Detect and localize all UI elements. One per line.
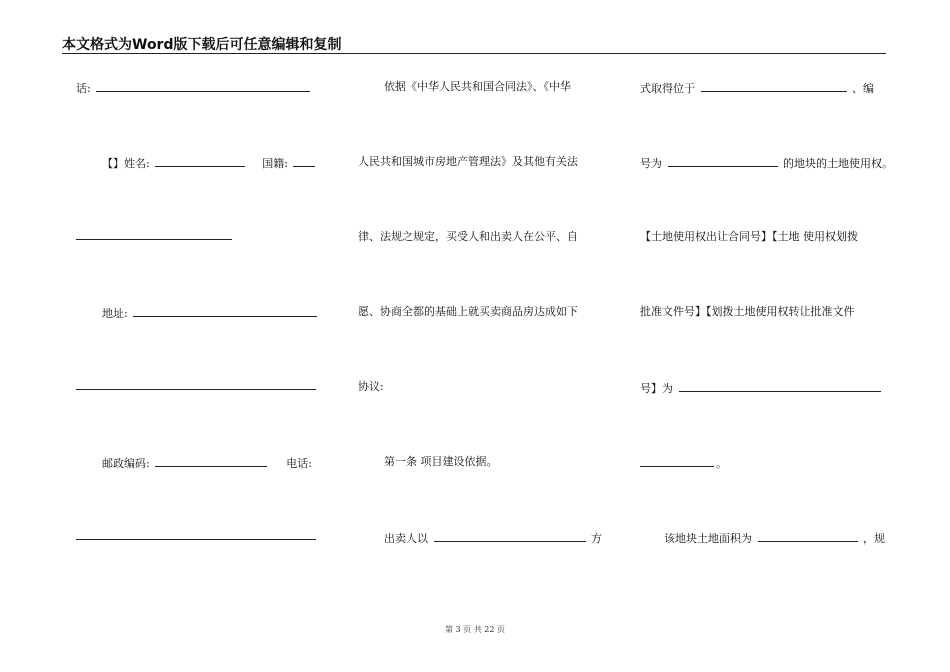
- col3-line1-start: 式取得位于: [640, 82, 695, 95]
- col3-line5-start: 号】为: [640, 382, 673, 395]
- col3-line2: [640, 155, 893, 171]
- postcode-label: 邮政编码:: [102, 457, 150, 470]
- nationality-label: 国籍:: [262, 157, 288, 170]
- col2-line7: [384, 530, 602, 546]
- seller-label: 出卖人以: [384, 532, 428, 545]
- seller-method-blank: [434, 530, 586, 542]
- phone-row: [76, 80, 312, 96]
- col3-line7: [664, 530, 885, 546]
- document-header-title: 本文格式为Word版下载后可任意编辑和复制: [62, 37, 342, 53]
- col2-line5: 协议:: [358, 380, 384, 393]
- phone-label: 话:: [76, 82, 91, 95]
- address-continuation-blank: [76, 389, 316, 390]
- col2-line3: 律、法规之规定，买受人和出卖人在公平、自: [358, 230, 578, 243]
- phone2-label: 电话:: [286, 457, 312, 470]
- col3-line1: [640, 80, 874, 96]
- contract-number-blank: [679, 380, 881, 392]
- col3-line1-end: 、编: [852, 82, 874, 95]
- name-row: [102, 155, 317, 171]
- contract-number-continuation-blank: [640, 455, 714, 467]
- address-label: 地址:: [102, 307, 128, 320]
- plot-number-blank: [668, 155, 778, 167]
- col3-line7-end: ，规: [863, 532, 885, 545]
- col3-line6-end: 。: [716, 457, 727, 470]
- nationality-blank: [293, 155, 315, 167]
- header-divider: [62, 53, 886, 54]
- col2-line1: 依据《中华人民共和国合同法》、《中华: [384, 80, 571, 93]
- name-label: 【】姓名:: [102, 157, 150, 170]
- col3-line2-end: 的地块的土地使用权。: [783, 157, 893, 170]
- land-area-blank: [758, 530, 858, 542]
- phone-blank: [96, 80, 310, 92]
- col3-line6: [640, 455, 727, 471]
- postcode-blank: [155, 455, 267, 467]
- name-blank: [155, 155, 245, 167]
- name-continuation-blank: [76, 239, 232, 240]
- location-blank: [701, 80, 847, 92]
- col3-line4: 批准文件号】【划拨土地使用权转让批准文件: [640, 305, 855, 318]
- col2-line7-tail: 方: [591, 532, 602, 545]
- land-area-label: 该地块土地面积为: [664, 532, 752, 545]
- address-row: [102, 305, 319, 321]
- col3-line5: [640, 380, 883, 396]
- phone2-continuation-blank: [76, 539, 316, 540]
- col2-line2: 人民共和国城市房地产管理法》及其他有关法: [358, 155, 578, 168]
- article-one-heading: 第一条 项目建设依据。: [384, 455, 498, 468]
- page-number: 第 3 页 共 22 页: [445, 625, 505, 634]
- col2-line4: 愿、协商全都的基础上就买卖商品房达成如下: [358, 305, 578, 318]
- col3-line2-start: 号为: [640, 157, 662, 170]
- postcode-row: [102, 455, 312, 471]
- col3-line3: 【土地使用权出让合同号】【土地 使用权划拨: [640, 230, 858, 243]
- address-blank: [133, 305, 317, 317]
